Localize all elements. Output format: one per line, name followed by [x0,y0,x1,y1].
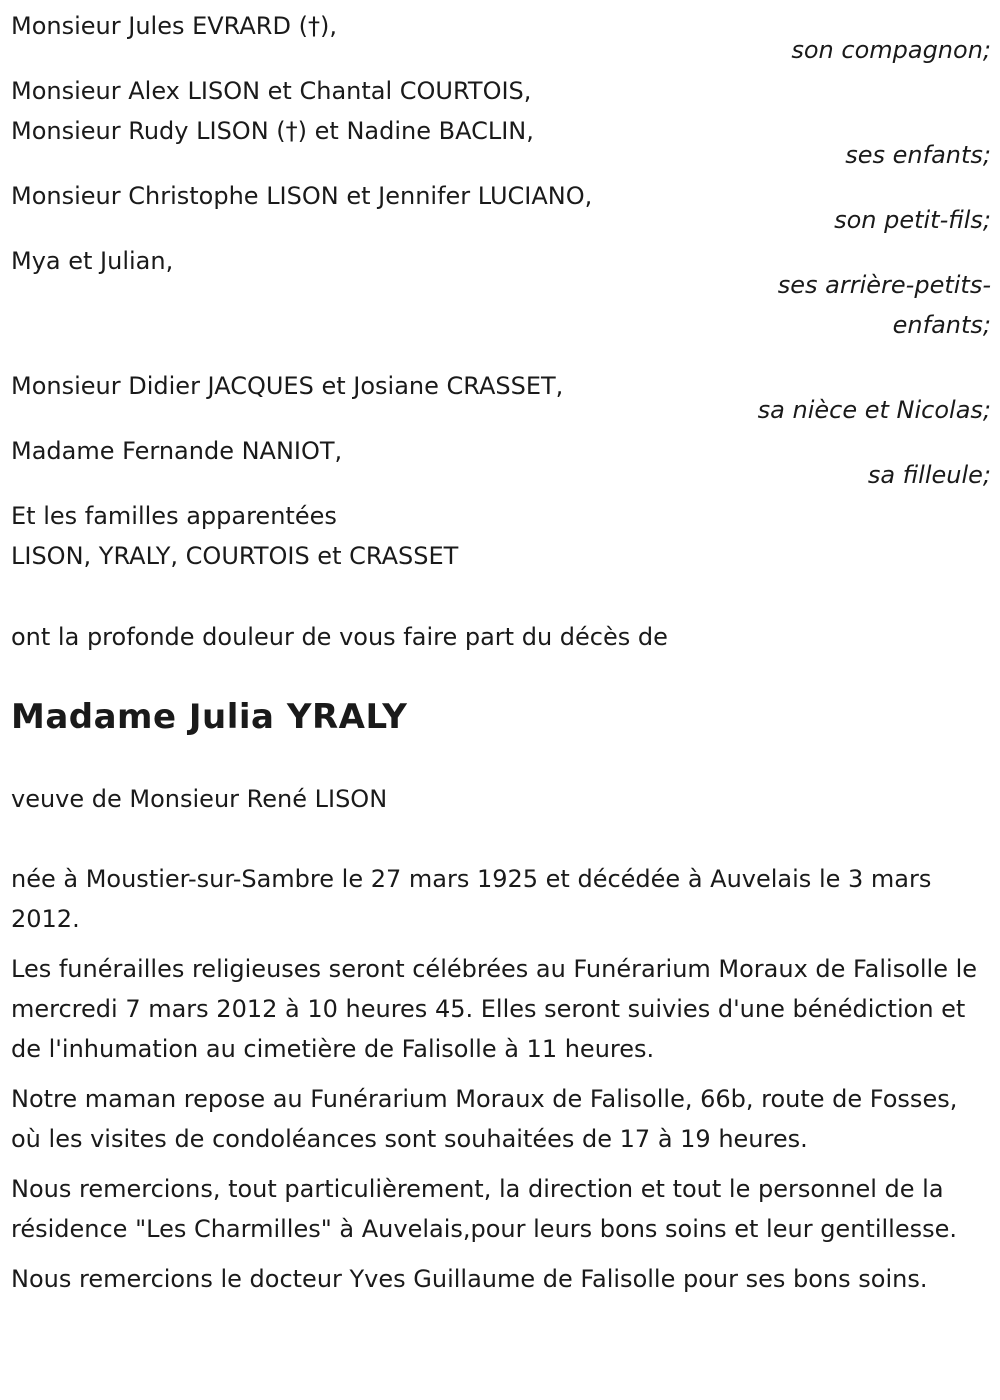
related-families-names: LISON, YRALY, COURTOIS et CRASSET [11,542,459,570]
family-entry-grandson [11,176,991,240]
related-families-line: Et les familles apparentées [11,502,337,530]
family-role: sa nièce et Nicolas; [757,396,991,424]
family-name-line: Monsieur Rudy LISON (†) et Nadine BACLIN, [11,117,534,145]
widow-of-text: veuve de Monsieur René LISON [11,785,388,813]
family-name-line: Mya et Julian, [11,247,174,275]
family-role: son petit-fils; [834,206,991,234]
thanks-residence-paragraph: Nous remercions, tout particulièrement, la direction et tout le personnel de la résidence "Les Charmilles" à Auvelais,pour leurs bons soins et leur gentillesse. [11,1175,957,1243]
family-role-line-2: enfants; [892,311,991,339]
family-entry-goddaughter [11,431,991,495]
family-name-line: Monsieur Jules EVRARD (†), [11,12,337,40]
family-role: sa filleule; [867,461,991,489]
obituary-notice [11,6,991,1299]
deceased-name: Madame Julia YRALY [11,697,408,737]
family-name-line: Monsieur Alex LISON et Chantal COURTOIS, [11,77,532,105]
family-name-line: Monsieur Didier JACQUES et Josiane CRASSET, [11,372,564,400]
birth-death-text: née à Moustier-sur-Sambre le 27 mars 1925 et décédée à Auvelais le 3 mars 2012. [11,865,932,933]
related-families [11,496,991,576]
announcement-text: ont la profonde douleur de vous faire part du décès de [11,623,668,651]
thanks-doctor-paragraph: Nous remercions le docteur Yves Guillaume de Falisolle pour ses bons soins. [11,1265,928,1293]
family-entry-children [11,71,991,175]
family-role: ses enfants; [845,141,991,169]
family-entry-great-grandchildren [11,241,991,345]
family-entry-niece [11,366,991,430]
family-name-line: Madame Fernande NANIOT, [11,437,343,465]
family-role: son compagnon; [791,36,991,64]
family-role-line-1: ses arrière-petits- [777,271,991,299]
visitation-paragraph: Notre maman repose au Funérarium Moraux de Falisolle, 66b, route de Fosses, où les visites de condoléances sont souhaitées de 17 à 19 heures. [11,1085,958,1153]
family-entry-companion [11,6,991,70]
funeral-paragraph: Les funérailles religieuses seront célébrées au Funérarium Moraux de Falisolle le mercredi 7 mars 2012 à 10 heures 45. Elles seront suivies d'une bénédiction et de l'inhumation au cimetière de Falisolle à 11 heures. [11,955,978,1063]
family-name-line: Monsieur Christophe LISON et Jennifer LUCIANO, [11,182,593,210]
